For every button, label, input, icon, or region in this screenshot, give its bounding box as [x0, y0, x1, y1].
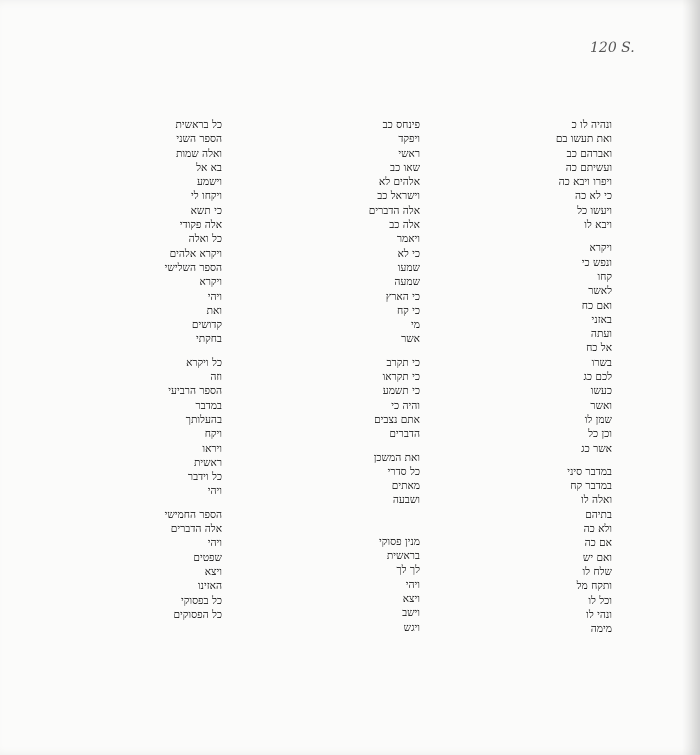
- manuscript-line: כעשו: [590, 385, 612, 398]
- manuscript-line: אשר: [401, 333, 420, 346]
- manuscript-line: כל ויקרא: [186, 356, 222, 369]
- manuscript-line: במדבר קח: [570, 480, 612, 493]
- manuscript-line: כי לא: [397, 247, 420, 260]
- manuscript-line: בראשית: [386, 550, 420, 563]
- manuscript-line: ועתה: [590, 328, 612, 341]
- manuscript-line: שמן לו: [584, 413, 612, 426]
- manuscript-line: אלה הדברים: [170, 523, 222, 536]
- column-gap: [462, 232, 612, 241]
- manuscript-line: ויבא לו: [584, 219, 612, 232]
- manuscript-line: ואת: [206, 304, 222, 317]
- manuscript-line: ויהי: [405, 578, 420, 591]
- text-column-middle: [240, 118, 420, 635]
- manuscript-line: שאו כב: [390, 161, 420, 174]
- manuscript-line: ויפקד: [398, 133, 420, 146]
- manuscript-line: וכן כל: [588, 428, 612, 441]
- column-gap: [240, 347, 420, 356]
- manuscript-line: אלהים לא: [378, 176, 420, 189]
- manuscript-line: כל סדרי: [387, 465, 420, 478]
- manuscript-line: ואשר: [590, 399, 612, 412]
- text-column-left: [42, 118, 222, 622]
- manuscript-line: שמעו: [397, 261, 420, 274]
- manuscript-line: ואת המשכן: [373, 451, 420, 464]
- manuscript-line: באזני: [591, 313, 612, 326]
- manuscript-line: ויקחו לי: [191, 190, 222, 203]
- manuscript-line: שלח לו: [582, 565, 612, 578]
- manuscript-line: ונפש כי: [581, 256, 612, 269]
- column-gap: [42, 499, 222, 508]
- manuscript-line: ויהי: [207, 537, 222, 550]
- manuscript-line: מאתים: [391, 480, 420, 493]
- manuscript-line: אלה הדברים: [368, 204, 420, 217]
- manuscript-line: כי תשא: [190, 204, 222, 217]
- manuscript-line: ותקח מל: [576, 580, 612, 593]
- manuscript-line: בא אל: [196, 161, 222, 174]
- manuscript-line: הספר השני: [176, 133, 222, 146]
- manuscript-line: ושבעה: [392, 494, 420, 507]
- manuscript-line: ואלה לו: [581, 494, 612, 507]
- manuscript-line: כי לא כה: [575, 190, 612, 203]
- column-gap: [240, 508, 420, 517]
- manuscript-line: ויצא: [204, 565, 222, 578]
- manuscript-line: וישב: [402, 607, 420, 620]
- manuscript-line: שפטים: [193, 551, 222, 564]
- manuscript-line: ואת תעשו בם: [555, 133, 612, 146]
- manuscript-line: ויאמר: [396, 233, 420, 246]
- manuscript-line: וישראל כב: [377, 190, 420, 203]
- manuscript-line: מימה: [590, 623, 612, 636]
- manuscript-line: מנין פסוקי: [379, 535, 420, 548]
- column-gap: [240, 517, 420, 526]
- manuscript-line: בתיהם: [585, 508, 612, 521]
- manuscript-line: כל ואלה: [188, 233, 222, 246]
- manuscript-line: כי תשמע: [382, 385, 420, 398]
- column-gap: [42, 347, 222, 356]
- manuscript-line: ויצא: [402, 592, 420, 605]
- manuscript-line: שמעה: [394, 276, 420, 289]
- manuscript-line: לך לך: [396, 564, 420, 577]
- manuscript-line: אלה כב: [389, 219, 420, 232]
- manuscript-line: אשר כג: [581, 442, 612, 455]
- manuscript-line: ועשיתם כה: [565, 161, 612, 174]
- manuscript-line: כי תקרב: [386, 356, 420, 369]
- column-gap: [462, 456, 612, 465]
- manuscript-line: הספר הרביעי: [168, 385, 222, 398]
- manuscript-line: ויהי: [207, 485, 222, 498]
- manuscript-line: כל בראשית: [175, 119, 222, 131]
- manuscript-line: כל הפסוקים: [173, 608, 222, 621]
- manuscript-line: בהעלותך: [185, 413, 222, 426]
- manuscript-line: והיה כי: [391, 399, 420, 412]
- manuscript-line: כי הארץ: [385, 290, 420, 303]
- manuscript-line: קחו: [597, 270, 612, 283]
- manuscript-line: ויעשו כל: [577, 204, 612, 217]
- manuscript-line: אלה פקודי: [179, 219, 222, 232]
- manuscript-line: כל וידבר: [187, 471, 222, 484]
- page-edge-shadow: [682, 0, 700, 755]
- manuscript-line: במדבר: [195, 399, 222, 412]
- manuscript-line: אם כה: [584, 537, 612, 550]
- manuscript-line: במדבר סיני: [567, 465, 612, 478]
- manuscript-line: הספר השלישי: [164, 261, 222, 274]
- manuscript-line: לכם כג: [583, 371, 612, 384]
- manuscript-line: וכל לו: [588, 594, 612, 607]
- manuscript-line: ויקרא אלהים: [169, 247, 222, 260]
- manuscript-line: בחקתי: [195, 333, 222, 346]
- folio-number: 120 S.: [590, 40, 635, 56]
- manuscript-line: בשרו: [591, 356, 612, 369]
- manuscript-line: ואם יש: [582, 551, 612, 564]
- manuscript-line: ויקרא: [199, 276, 222, 289]
- manuscript-line: וזה: [210, 371, 222, 384]
- manuscript-line: ויפרו ויבא כה: [558, 176, 612, 189]
- manuscript-line: כי קח: [396, 304, 420, 317]
- manuscript-line: ואם כח: [581, 299, 612, 312]
- manuscript-line: הדברים: [389, 428, 420, 441]
- manuscript-line: כי תקראו: [382, 371, 420, 384]
- column-gap: [240, 526, 420, 535]
- manuscript-line: ונהי לו: [586, 608, 612, 621]
- column-gap: [240, 442, 420, 451]
- manuscript-line: פינחס כב: [382, 119, 420, 131]
- manuscript-line: כל בפסוקי: [181, 594, 222, 607]
- manuscript-line: קדושים: [191, 319, 222, 332]
- manuscript-line: ראשית: [193, 456, 222, 469]
- manuscript-line: ויקרא: [589, 242, 612, 255]
- manuscript-line: ואלה שמות: [175, 147, 222, 160]
- manuscript-line: אתם נצבים: [374, 413, 420, 426]
- manuscript-line: ויקח: [204, 428, 222, 441]
- manuscript-line: לאשר: [588, 285, 612, 298]
- manuscript-line: וישמע: [196, 176, 222, 189]
- manuscript-line: האזינו: [197, 580, 222, 593]
- manuscript-line: ולא כה: [583, 523, 612, 536]
- manuscript-line: ונהיה לו כ: [571, 119, 612, 131]
- manuscript-line: מי: [411, 319, 420, 332]
- manuscript-line: אל כח: [586, 342, 612, 355]
- manuscript-line: ויגש: [403, 621, 420, 634]
- text-column-right: [462, 118, 612, 636]
- manuscript-line: ראשי: [398, 147, 420, 160]
- manuscript-line: ויראו: [202, 442, 222, 455]
- manuscript-line: ואברהם כב: [566, 147, 612, 160]
- manuscript-line: ויהי: [207, 290, 222, 303]
- manuscript-line: הספר החמישי: [164, 508, 222, 521]
